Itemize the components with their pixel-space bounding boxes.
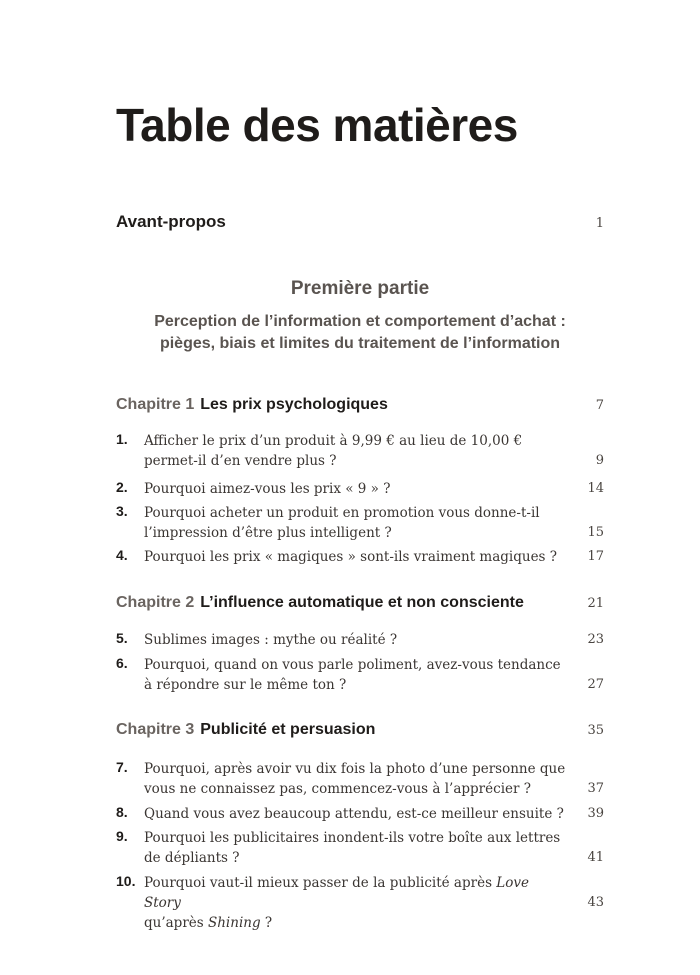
part-subtitle-line: Perception de l’information et comportement d’achat : — [154, 313, 566, 330]
part-title: Première partie — [290, 278, 430, 299]
item-text: Pourquoi aimez-vous les prix « 9 » ? — [144, 481, 391, 497]
chapter-number: Chapitre 1 — [116, 396, 195, 413]
page-number: 41 — [587, 850, 604, 865]
entry-label: Avant-propos — [116, 212, 226, 231]
item-number: 1. — [116, 431, 128, 447]
chapter-heading[interactable] — [116, 594, 604, 612]
item-text: Quand vous avez beaucoup attendu, est-ce meilleur ensuite ? — [144, 806, 564, 822]
chapter-heading[interactable] — [116, 396, 604, 414]
item-number: 3. — [116, 503, 128, 519]
toc-item[interactable] — [116, 479, 604, 499]
toc-entry-avant-propos[interactable] — [116, 212, 604, 232]
toc-item[interactable] — [116, 759, 604, 799]
chapter-number: Chapitre 3 — [116, 721, 195, 738]
chapter-name: Les prix psychologiques — [200, 396, 388, 413]
item-number: 9. — [116, 828, 128, 844]
page-number: 14 — [587, 481, 604, 496]
item-text: Pourquoi vaut-il mieux passer de la publicité après Love Story qu’après Shining ? — [144, 875, 530, 931]
chapter-name: Publicité et persuasion — [200, 721, 376, 738]
page-number: 7 — [595, 398, 604, 413]
page-number: 17 — [587, 549, 604, 564]
item-number: 8. — [116, 804, 128, 820]
toc-item[interactable] — [116, 804, 604, 824]
item-number: 5. — [116, 630, 128, 646]
page-number: 27 — [587, 677, 604, 692]
toc-item[interactable] — [116, 431, 604, 471]
page-number: 23 — [587, 632, 604, 647]
part-subtitle — [116, 311, 604, 355]
item-number: 6. — [116, 655, 128, 671]
page-number: 21 — [587, 596, 604, 611]
item-text: Pourquoi, après avoir vu dix fois la photo d’une personne que vous ne connaissez pas, commencez-vous à l’apprécier ? — [144, 761, 566, 797]
page-number: 15 — [587, 525, 604, 540]
toc-item[interactable] — [116, 655, 604, 695]
page-number: 39 — [587, 806, 604, 821]
chapter-number: Chapitre 2 — [116, 594, 195, 611]
item-number: 2. — [116, 479, 128, 495]
toc-item[interactable] — [116, 873, 604, 931]
item-text: Afficher le prix d’un produit à 9,99 € au lieu de 10,00 € permet-il d’en vendre plus ? — [144, 433, 523, 469]
page-number: 37 — [587, 781, 604, 796]
page-number: 35 — [587, 723, 604, 738]
page-number: 1 — [595, 216, 604, 231]
toc-item[interactable] — [116, 828, 604, 868]
page-number: 43 — [587, 895, 604, 910]
toc-item[interactable] — [116, 630, 604, 650]
item-number: 4. — [116, 547, 128, 563]
toc-item[interactable] — [116, 547, 604, 567]
chapter-heading[interactable] — [116, 721, 604, 739]
item-number: 7. — [116, 759, 128, 775]
item-number: 10. — [116, 873, 136, 889]
item-text: Pourquoi les prix « magiques » sont-ils vraiment magiques ? — [144, 549, 558, 565]
chapter-name: L’influence automatique et non consciente — [200, 594, 524, 611]
item-text: Pourquoi, quand on vous parle poliment, avez-vous tendance à répondre sur le même ton ? — [144, 657, 561, 693]
toc-item[interactable] — [116, 503, 604, 543]
part-subtitle-line: pièges, biais et limites du traitement de l’information — [159, 335, 561, 352]
item-text: Pourquoi acheter un produit en promotion vous donne-t-il l’impression d’être plus intelligent ? — [144, 505, 540, 541]
page-number: 9 — [595, 453, 604, 468]
item-text: Pourquoi les publicitaires inondent-ils votre boîte aux lettres de dépliants ? — [144, 830, 561, 866]
item-text: Sublimes images : mythe ou réalité ? — [144, 632, 398, 648]
page-title: Table des matières — [116, 99, 518, 151]
